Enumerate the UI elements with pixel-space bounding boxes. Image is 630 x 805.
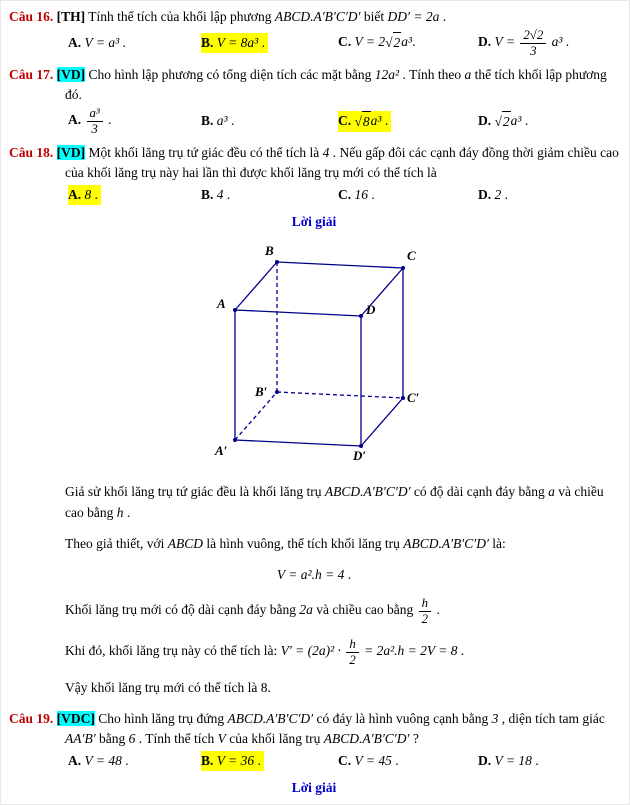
solution-paragraph-5: Khi đó, khối lăng trụ này có thể tích là: V′ = (2a)² · $\frac{h}{2}$ = 2a².h = 2V = 8 . [65,637,465,667]
option-a [68,33,129,53]
option-letter: C. [338,34,352,50]
option-value: √ 8 a³ . [355,113,389,128]
cube-diagram [207,242,422,464]
option-letter: B. [201,186,214,202]
option-a [68,185,101,205]
edge-BpCp-hidden [277,392,403,398]
option-d [478,28,572,58]
question-tag: [VD] [56,66,86,82]
question-number: Câu 16. [9,9,54,24]
option-a [68,751,132,771]
question-text: Cho hình lập phương có tổng diện tích các mặt bằng 12a² . Tính theo a thể tích khối lập phương đó. [65,66,607,103]
options-row [68,751,619,771]
option-value: V = 18 . [494,752,539,768]
option-d [478,751,542,771]
option-value: V = 45 . [354,752,399,768]
option-letter: C. [338,186,352,202]
option-value: V = 48 . [84,752,129,768]
question-text: Cho hình lăng trụ đứng ABCD.A′B′C′D′ có đáy là hình vuông cạnh bằng 3 , diện tích tam giác AA′B′ bằng 6 . Tính thể tích V của khối lăng trụ ABCD.A′B′C′D′ ? [65,711,605,747]
option-letter: C. [338,752,352,768]
option-letter: D. [478,752,492,768]
option-letter: A. [68,112,82,128]
option-value: V = 8a³ . [216,34,265,50]
question-tag: [VD] [56,145,86,161]
vertex-D-label: D [365,302,375,318]
question-number: Câu 17. [9,66,54,82]
question-16-line [9,7,619,27]
vertex-Cp-label: C′ [406,390,419,406]
edge-AB [235,262,277,310]
option-c [338,185,378,205]
question-tag: [TH] [56,9,86,24]
option-letter: A. [68,34,82,50]
option-d [478,111,531,132]
vertex-Dp-label: D′ [352,448,366,464]
edge-DpCp [361,398,403,446]
option-value: $\frac{\text{a³}}{3}$ . [85,112,112,127]
question-number: Câu 18. [9,145,54,161]
solution-paragraph-6: Vậy khối lăng trụ mới có thể tích là 8. [65,679,271,695]
option-c [338,32,418,53]
question-number: Câu 19. [9,711,54,727]
option-letter: C. [338,112,352,128]
option-letter: B. [201,34,214,50]
options-row [68,106,619,136]
question-16 [9,7,619,58]
solution-paragraph-2: Theo giả thiết, với ABCD là hình vuông, thể tích khối lăng trụ ABCD.A′B′C′D′ là: [65,535,506,551]
options-row [68,28,619,58]
option-letter: B. [201,752,214,768]
option-value: 16 . [354,186,375,202]
option-letter: D. [478,34,492,50]
option-value: 2 . [494,186,508,202]
option-c [338,111,391,132]
option-letter: A. [68,752,82,768]
vertex-C-label: C [406,248,416,264]
edge-ApBp-hidden [235,392,277,440]
options-row [68,185,619,205]
vertex-A-label: A [216,296,226,312]
solution-paragraph-4: Khối lăng trụ mới có độ dài cạnh đáy bằng 2a và chiều cao bằng $\frac{h}{2}$ . [65,596,440,626]
option-d [478,185,511,205]
option-value: √ 2 a³ . [495,113,529,128]
option-b [201,33,268,53]
question-18-line [9,143,619,184]
option-b [201,751,264,771]
vertex-Ap-dot [233,438,237,442]
question-18 [9,143,619,205]
question-tag: [VDC] [56,711,95,727]
option-value: 8 . [84,186,98,202]
edge-DA [235,310,361,316]
edge-BC [277,262,403,268]
vertex-Bp-dot [275,390,279,394]
vertex-Ap-label: A′ [214,443,227,459]
question-text: Một khối lăng trụ tứ giác đều có thể tích là 4 . Nếu gấp đôi các cạnh đáy đồng thời giảm chiều cao của khối lăng trụ này hai lần thì được khối lăng trụ mới có thể tích là [65,145,619,181]
option-value: V = a³ . [84,34,126,50]
question-text: Tính thể tích của khối lập phương ABCD.A′B′C′D′ biết DD′ = 2a . [88,9,447,24]
vertex-Cp-dot [401,396,405,400]
vertex-A-dot [233,308,237,312]
question-17 [9,65,619,136]
question-19 [9,709,619,771]
option-letter: D. [478,186,492,202]
option-value: a³ . [216,113,235,129]
cube-diagram-container [207,242,422,470]
option-letter: B. [201,113,214,129]
edge-ApDp [235,440,361,446]
option-value: V = $\frac{2√2}{3}$ a³ . [494,28,570,58]
solution-heading-19: Lời giải [291,779,337,795]
option-b [201,111,237,131]
solution-heading: Lời giải [291,213,337,229]
vertex-D-dot [359,314,363,318]
question-17-line [9,65,619,106]
option-a [68,106,115,136]
vertex-B-label: B [264,243,274,259]
vertex-B-dot [275,260,279,264]
option-letter: D. [478,112,492,128]
solution-formula: V = a².h = 4 . [276,567,352,583]
vertex-C-dot [401,266,405,270]
option-value: V = 2 √ 2 a³. [355,34,416,49]
option-value: V = 36 . [216,752,261,768]
question-19-line [9,709,619,750]
option-c [338,751,402,771]
solution-paragraph-1: Giả sử khối lăng trụ tứ giác đều là khối lăng trụ ABCD.A′B′C′D′ có độ dài cạnh đáy bằng a và chiều cao bằng h . [65,484,604,520]
option-value: 4 . [216,186,231,202]
option-letter: A. [68,186,82,202]
vertex-Bp-label: B′ [254,384,267,400]
option-b [201,185,233,205]
